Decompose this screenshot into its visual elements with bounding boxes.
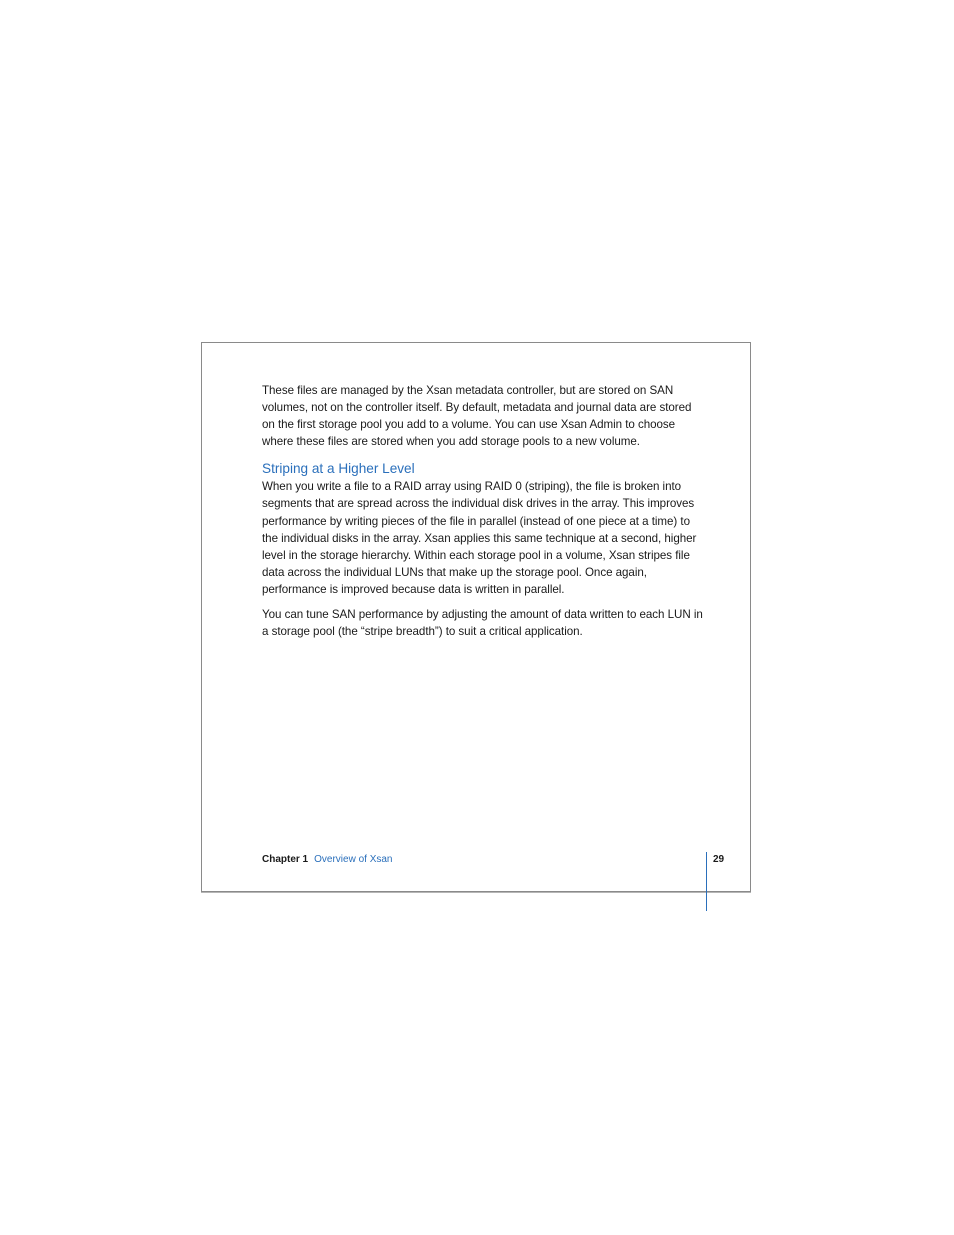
striping-line: level in the storage hierarchy. Within each storage pool in a volume, Xsan stripes file [262, 548, 690, 562]
page-number: 29 [713, 854, 725, 865]
striping-line: the individual disks in the array. Xsan applies this same technique at a second, higher [262, 531, 697, 545]
intro-line: These files are managed by the Xsan metadata controller, but are stored on SAN [262, 384, 674, 397]
tuning-line: a storage pool (the “stripe breadth”) to suit a critical application. [262, 625, 583, 639]
striping-line: segments that are spread across the individual disk drives in the array. This improves [262, 497, 695, 511]
intro-line: volumes, not on the controller itself. By default, metadata and journal data are stored [262, 401, 692, 415]
striping-line: When you write a file to a RAID array using RAID 0 (striping), the file is broken into [262, 480, 682, 494]
striping-line: data across the individual LUNs that make up the storage pool. Once again, [262, 565, 647, 579]
intro-paragraph [262, 382, 708, 450]
chapter-title-link[interactable]: Overview of Xsan [314, 854, 393, 865]
striping-line: performance by writing pieces of the file in parallel (instead of one piece at a time) to [262, 514, 690, 528]
tuning-paragraph [262, 606, 708, 640]
tuning-line: You can tune SAN performance by adjusting the amount of data written to each LUN in [262, 608, 703, 622]
page-number-rule [706, 852, 707, 911]
section-heading: Striping at a Higher Level [262, 461, 415, 477]
intro-line: on the first storage pool you add to a volume. You can use Xsan Admin to choose [262, 418, 676, 432]
page-content [262, 382, 708, 640]
footer-chapter [262, 853, 393, 867]
intro-line: where these files are stored when you add storage pools to a new volume. [262, 435, 640, 449]
chapter-label: Chapter 1 [262, 854, 309, 865]
striping-paragraph [262, 478, 708, 598]
striping-line: performance is improved because data is written in parallel. [262, 582, 565, 596]
